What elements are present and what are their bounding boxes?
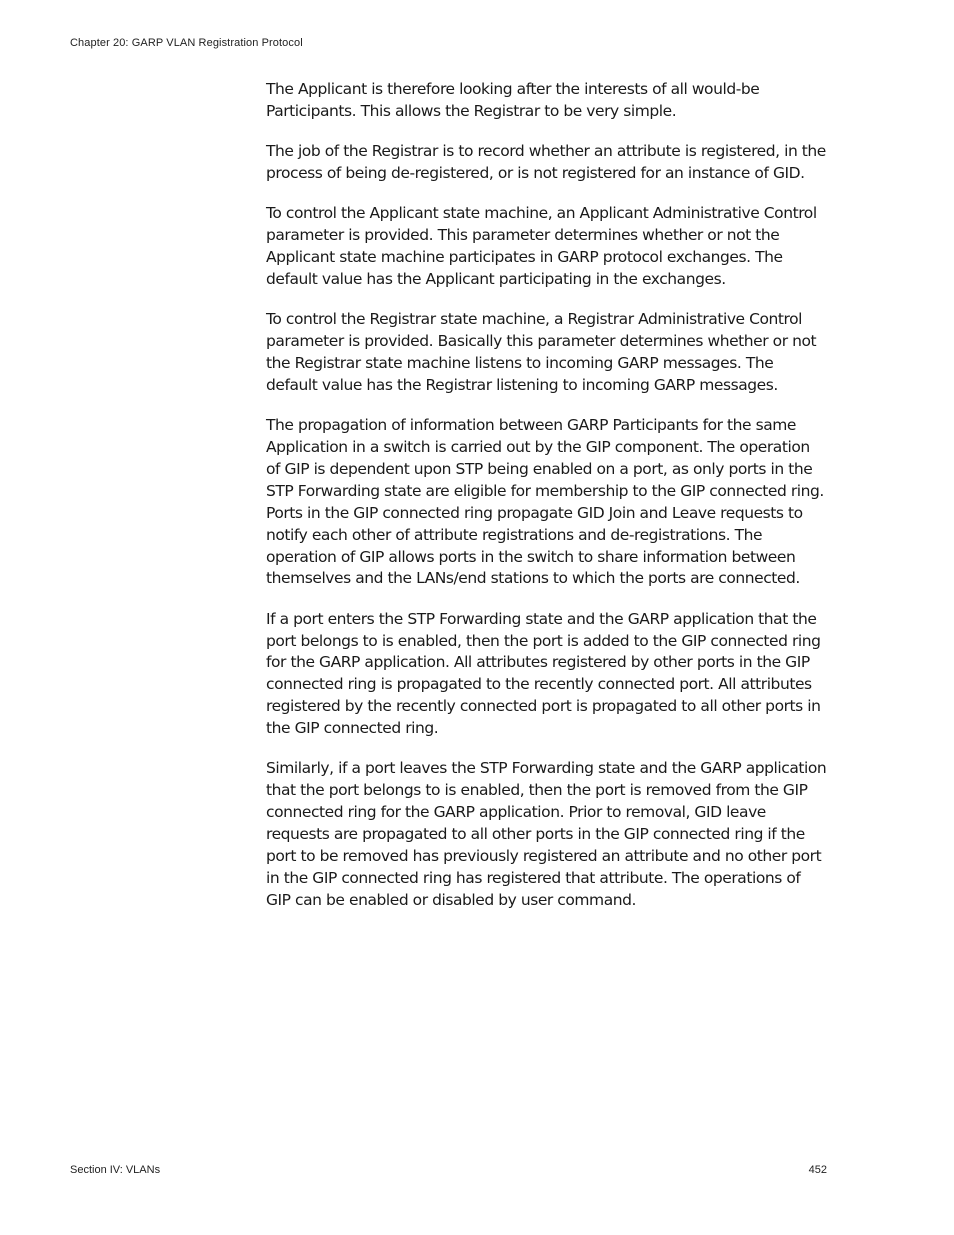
footer-page-number: 452 [808, 1164, 827, 1176]
paragraph-applicant-interests: The Applicant is therefore looking after the interests of all would-be Participants. This allows the Registrar to be very simple. [266, 80, 760, 120]
running-header: Chapter 20: GARP VLAN Registration Protocol [70, 37, 303, 49]
body-text [266, 79, 828, 930]
footer-section-label: Section IV: VLANs [70, 1164, 161, 1176]
paragraph-port-leaves: Similarly, if a port leaves the STP Forwarding state and the GARP application that the port belongs to is enabled, then the port is removed from the GIP connected ring for the GARP application. Prior to removal, GID leave requests are propagated to all other ports in the GIP connected ring if the port to be removed has previously registered an attribute and no other port in the GIP connected ring has registered that attribute. The operations of GIP can be enabled or disabled by user command. [266, 759, 827, 909]
paragraph-registrar-job: The job of the Registrar is to record whether an attribute is registered, in the process of being de-registered, or is not registered for an instance of GID. [266, 142, 826, 183]
paragraph-port-enters: If a port enters the STP Forwarding state and the GARP application that the port belongs to is enabled, then the port is added to the GIP connected ring for the GARP application. All attributes registered by other ports in the GIP connected ring is propagated to the recently connected port. All attributes registered by the recently connected port is propagated to all other ports in the GIP connected ring. [266, 609, 821, 738]
paragraph-applicant-control: To control the Applicant state machine, an Applicant Administrative Control parameter is provided. This parameter determines whether or not the Applicant state machine participates in GARP protocol exchanges. The default value has the Applicant participating in the exchanges. [266, 204, 817, 288]
paragraph-gip-propagation: The propagation of information between GARP Participants for the same Application in a switch is carried out by the GIP component. The operation of GIP is dependent upon STP being enabled on a port, as only ports in the STP Forwarding state are eligible for membership to the GIP connected ring. Ports in the GIP connected ring propagate GID Join and Leave requests to notify each other of attribute registrations and de-registrations. The operation of GIP allows ports in the switch to share information between themselves and the LANs/end stations to which the ports are connected. [266, 416, 824, 588]
paragraph-registrar-control: To control the Registrar state machine, a Registrar Administrative Control parameter is provided. Basically this parameter determines whether or not the Registrar state machine listens to incoming GARP messages. The default value has the Registrar listening to incoming GARP messages. [266, 310, 817, 394]
